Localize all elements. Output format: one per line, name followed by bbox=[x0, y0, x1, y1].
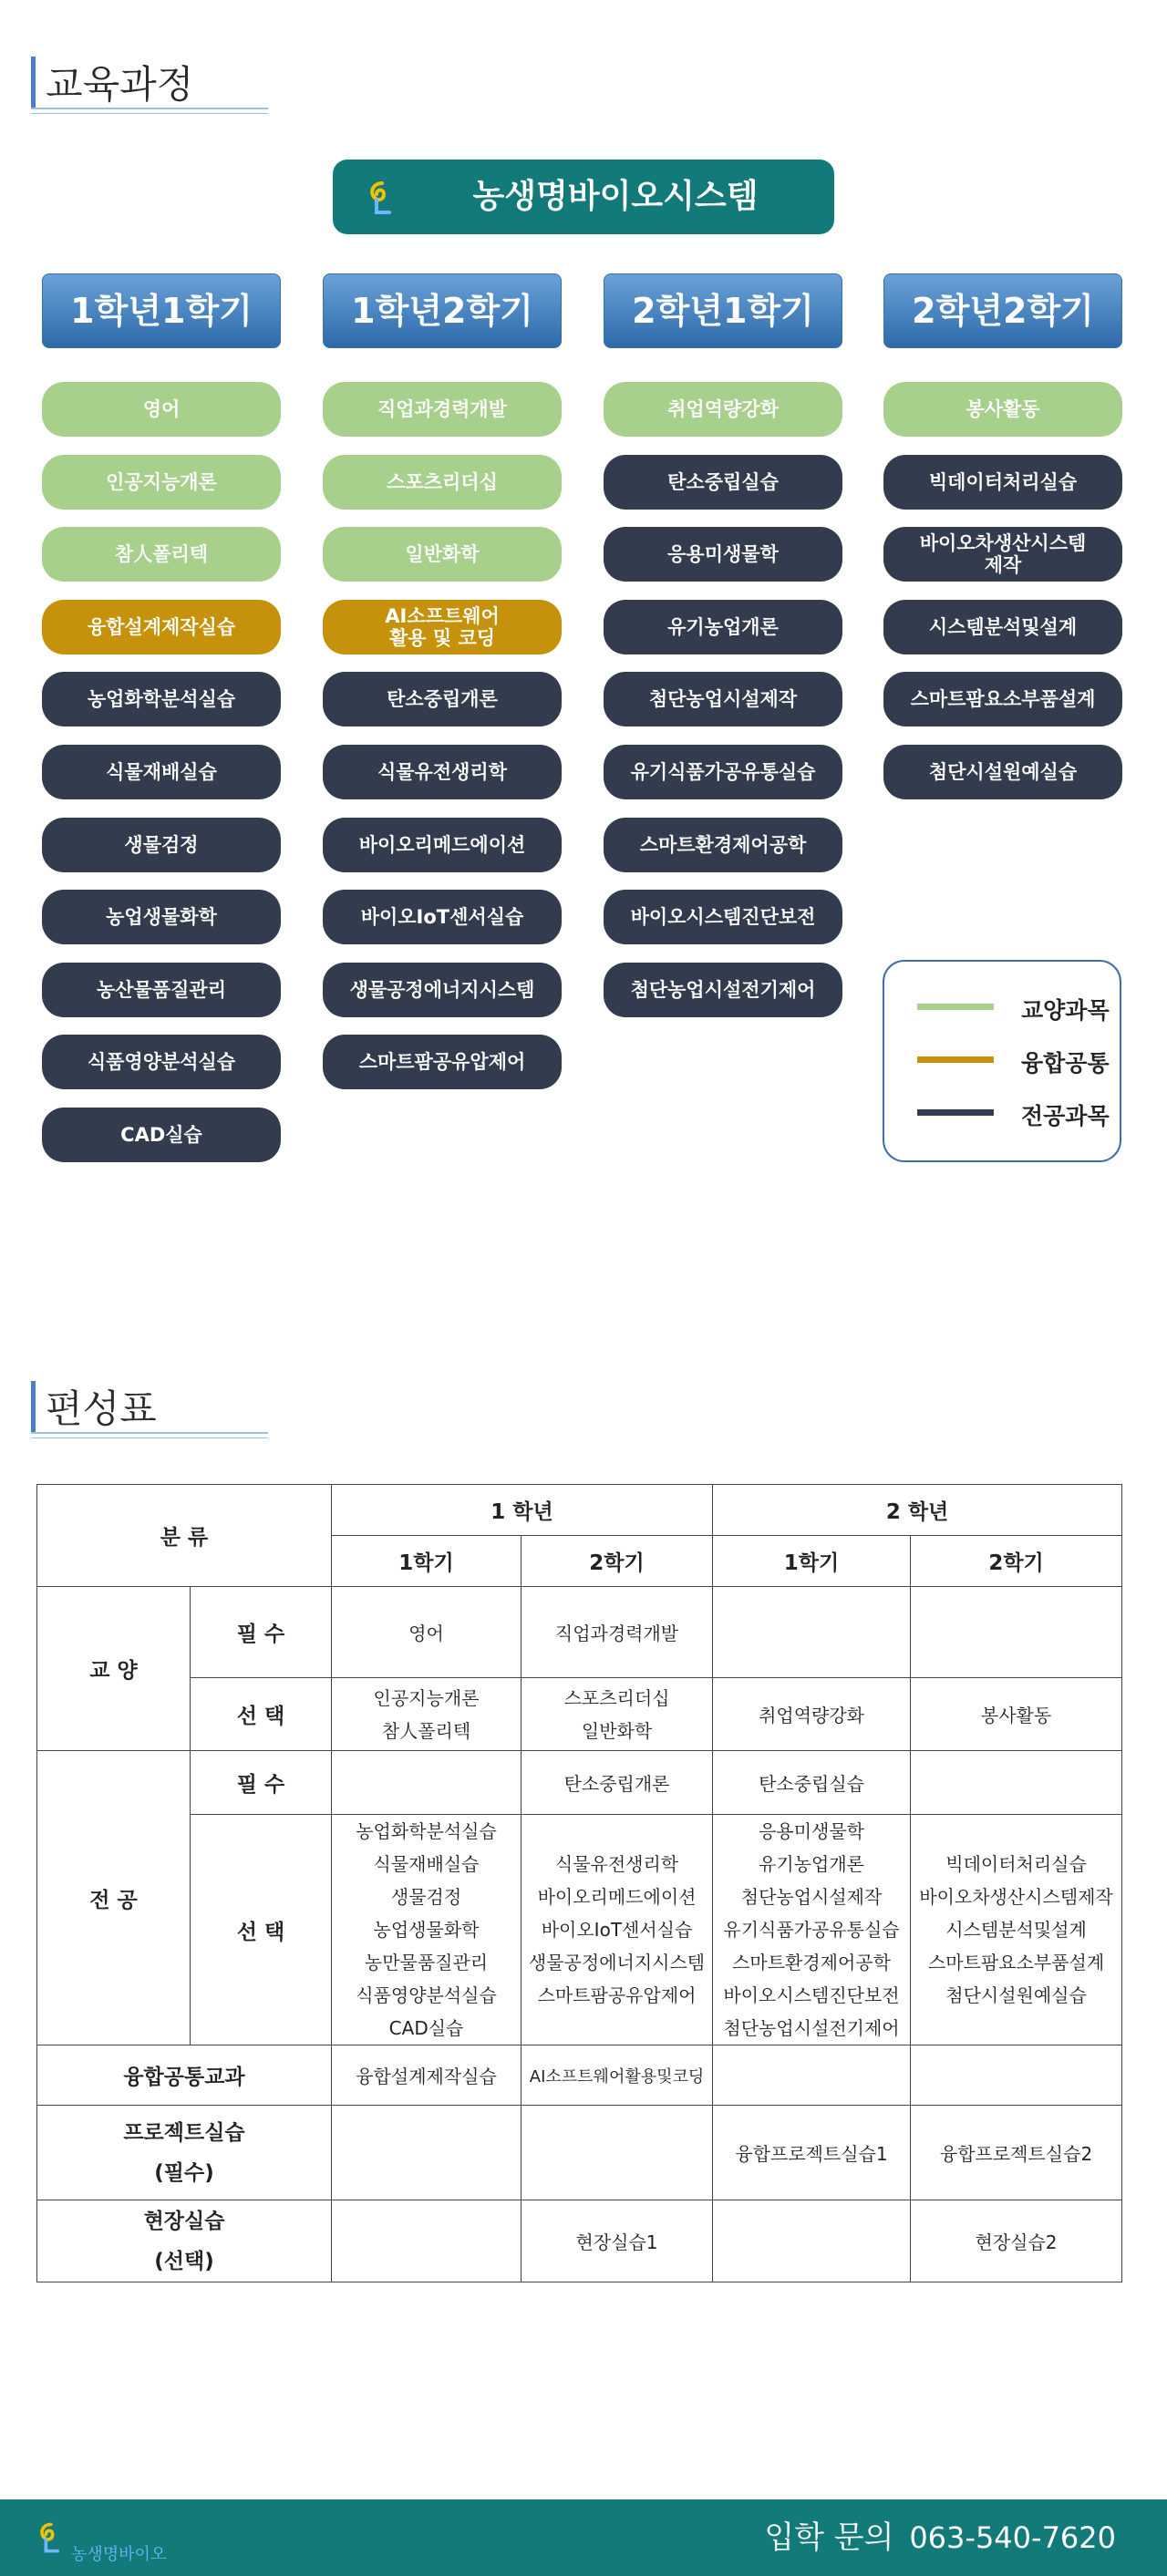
table-cell bbox=[522, 1815, 713, 2045]
curriculum-plan-table bbox=[36, 1484, 1122, 2282]
cell-line: 생물공정에너지시스템 bbox=[528, 1952, 706, 1973]
course-pill: 바이오시스템진단보전 bbox=[604, 890, 842, 944]
legend-swatch-fusion bbox=[917, 1056, 994, 1063]
table-cell: 현장실습2 bbox=[911, 2200, 1122, 2282]
course-pill: 직업과경력개발 bbox=[323, 382, 562, 437]
course-pill: CAD실습 bbox=[42, 1108, 281, 1162]
legend-label: 교양과목 bbox=[1021, 997, 1110, 1024]
row-label-line: (선택) bbox=[154, 2249, 214, 2273]
course-pill: 빅데이터처리실습 bbox=[883, 455, 1122, 510]
table-cell bbox=[911, 1815, 1122, 2045]
semester-header: 1학기 bbox=[332, 1536, 522, 1587]
title-underline bbox=[31, 108, 268, 109]
cell-line: 스포츠리더십 bbox=[563, 1686, 670, 1709]
course-pill: 탄소중립개론 bbox=[323, 672, 562, 726]
contact-label: 입학 문의 bbox=[764, 2519, 894, 2556]
table-cell bbox=[332, 1815, 522, 2045]
table-cell: 융합설계제작실습 bbox=[332, 2045, 522, 2106]
table-cell: 취업역량강화 bbox=[713, 1678, 911, 1751]
cell-line: 시스템분석및설계 bbox=[945, 1919, 1087, 1941]
row-group-label: 융합공통교과 bbox=[37, 2045, 332, 2106]
cell-line: 식물유전생리학 bbox=[554, 1853, 679, 1875]
table-row bbox=[37, 2200, 1122, 2282]
table-cell bbox=[522, 1678, 713, 1751]
cell-line: 일반화학 bbox=[581, 1719, 653, 1742]
table-header-row bbox=[37, 1485, 1122, 1536]
row-group-label bbox=[37, 2106, 332, 2200]
course-pill: 식물재배실습 bbox=[42, 745, 281, 799]
semester-header: 1학기 bbox=[713, 1536, 911, 1587]
table-row bbox=[37, 2045, 1122, 2106]
cell-line: 인공지능개론 bbox=[373, 1686, 480, 1709]
table-cell bbox=[911, 2045, 1122, 2106]
legend-label: 융합공통 bbox=[1021, 1050, 1110, 1077]
cell-line: 농업화학분석실습 bbox=[356, 1820, 497, 1842]
cell-line: 바이오IoT센서실습 bbox=[541, 1919, 693, 1941]
cell-line: 유기식품가공유통실습 bbox=[723, 1919, 900, 1941]
table-cell: 융합프로젝트실습2 bbox=[911, 2106, 1122, 2200]
table-cell: 현장실습1 bbox=[522, 2200, 713, 2282]
cell-line: 농만물품질관리 bbox=[364, 1952, 489, 1973]
semester-header: 2학기 bbox=[911, 1536, 1122, 1587]
cell-line: 첨단시설원예실습 bbox=[945, 1984, 1087, 2006]
table-row bbox=[37, 1751, 1122, 1815]
table-cell: 봉사활동 bbox=[911, 1678, 1122, 1751]
course-pill: 영어 bbox=[42, 382, 281, 437]
course-pill: 첨단시설원예실습 bbox=[883, 745, 1122, 799]
footer-dept-name: 농생명바이오 bbox=[71, 2545, 167, 2564]
legend-label: 전공과목 bbox=[1021, 1103, 1110, 1129]
course-pill: 탄소중립실습 bbox=[604, 455, 842, 510]
department-name: 농생명바이오시스템 bbox=[472, 178, 759, 215]
table-row bbox=[37, 2106, 1122, 2200]
year-header: 1 학년 bbox=[332, 1485, 713, 1536]
row-group-label: 교 양 bbox=[37, 1587, 191, 1751]
table-cell bbox=[522, 2106, 713, 2200]
row-label-line: 프로젝트실습 bbox=[123, 2120, 245, 2145]
course-pill: 스마트환경제어공학 bbox=[604, 818, 842, 872]
cell-line: 바이오리메드에이션 bbox=[537, 1886, 697, 1908]
college-logo-icon bbox=[31, 2518, 67, 2558]
year-header: 2 학년 bbox=[713, 1485, 1122, 1536]
table-cell bbox=[911, 1751, 1122, 1815]
course-pill: 생물검정 bbox=[42, 818, 281, 872]
table-row bbox=[37, 1587, 1122, 1678]
legend-item bbox=[884, 1040, 1123, 1077]
table-cell bbox=[713, 2200, 911, 2282]
category-header: 분 류 bbox=[37, 1485, 332, 1587]
legend-item bbox=[884, 987, 1123, 1024]
cell-line: 응용미생물학 bbox=[759, 1820, 864, 1842]
cell-line: 스마트환경제어공학 bbox=[732, 1952, 891, 1973]
row-sub-label: 필 수 bbox=[191, 1751, 332, 1815]
legend-swatch-major bbox=[917, 1109, 994, 1116]
table-cell bbox=[332, 1751, 522, 1815]
table-cell bbox=[332, 2200, 522, 2282]
table-cell: 탄소중립개론 bbox=[522, 1751, 713, 1815]
row-label-line: 현장실습 bbox=[143, 2209, 225, 2233]
cell-line: 스마트팜요소부품설계 bbox=[927, 1952, 1105, 1973]
table-cell bbox=[332, 2106, 522, 2200]
course-pill: 융합설계제작실습 bbox=[42, 600, 281, 654]
table-cell: AI소프트웨어활용및코딩 bbox=[522, 2045, 713, 2106]
course-pill: 농업화학분석실습 bbox=[42, 672, 281, 726]
cell-line: 바이오차생산시스템제작 bbox=[919, 1886, 1113, 1908]
contact-phone[interactable]: 063-540-7620 bbox=[909, 2520, 1116, 2555]
row-group-label: 전 공 bbox=[37, 1751, 191, 2045]
table-cell bbox=[713, 1815, 911, 2045]
table-cell bbox=[332, 1678, 522, 1751]
footer-bar bbox=[0, 2499, 1167, 2576]
row-sub-label: 선 택 bbox=[191, 1678, 332, 1751]
legend-swatch-general bbox=[917, 1004, 994, 1010]
course-pill: 취업역량강화 bbox=[604, 382, 842, 437]
table-row bbox=[37, 1815, 1122, 2045]
cell-line: 식품영양분석실습 bbox=[356, 1984, 497, 2006]
table-cell: 직업과경력개발 bbox=[522, 1587, 713, 1678]
course-pill: 스마트팜공유압제어 bbox=[323, 1035, 562, 1089]
course-pill: 바이오차생산시스템 제작 bbox=[883, 527, 1122, 582]
cell-line: 유기농업개론 bbox=[759, 1853, 864, 1875]
course-pill: 유기농업개론 bbox=[604, 600, 842, 654]
semester-header-1: 1학년1학기 bbox=[42, 273, 281, 348]
course-pill: 일반화학 bbox=[323, 527, 562, 582]
course-type-legend bbox=[883, 960, 1121, 1162]
admission-contact bbox=[764, 2499, 1116, 2576]
course-pill: 시스템분석및설계 bbox=[883, 600, 1122, 654]
semester-header-4: 2학년2학기 bbox=[883, 273, 1122, 348]
course-pill: 농산물품질관리 bbox=[42, 963, 281, 1017]
course-pill: 바이오IoT센서실습 bbox=[323, 890, 562, 944]
course-pill: 참人폴리텍 bbox=[42, 527, 281, 582]
cell-line: 빅데이터처리실습 bbox=[945, 1853, 1087, 1875]
semester-header-2: 1학년2학기 bbox=[323, 273, 562, 348]
course-pill: 식물유전생리학 bbox=[323, 745, 562, 799]
curriculum-title: 교육과정 bbox=[46, 62, 194, 107]
table-cell bbox=[911, 1587, 1122, 1678]
course-pill: 응용미생물학 bbox=[604, 527, 842, 582]
department-badge bbox=[333, 160, 834, 234]
course-pill: 농업생물화학 bbox=[42, 890, 281, 944]
college-logo-icon bbox=[360, 178, 400, 218]
course-pill: 스마트팜요소부품설계 bbox=[883, 672, 1122, 726]
title-accent-bar bbox=[31, 57, 36, 108]
course-pill: 스포츠리더십 bbox=[323, 455, 562, 510]
cell-line: 생물검정 bbox=[390, 1886, 462, 1908]
row-group-label bbox=[37, 2200, 332, 2282]
table-row bbox=[37, 1678, 1122, 1751]
course-pill: 생물공정에너지시스템 bbox=[323, 963, 562, 1017]
cell-line: 농업생물화학 bbox=[373, 1919, 480, 1941]
table-cell: 탄소중립실습 bbox=[713, 1751, 911, 1815]
cell-line: 스마트팜공유압제어 bbox=[537, 1984, 697, 2006]
row-sub-label: 선 택 bbox=[191, 1815, 332, 2045]
cell-line: 참人폴리텍 bbox=[381, 1719, 471, 1742]
legend-item bbox=[884, 1093, 1123, 1129]
course-pill: 첨단농업시설제작 bbox=[604, 672, 842, 726]
semester-header: 2학기 bbox=[522, 1536, 713, 1587]
course-pill: 식품영양분석실습 bbox=[42, 1035, 281, 1089]
table-cell: 영어 bbox=[332, 1587, 522, 1678]
course-pill: 인공지능개론 bbox=[42, 455, 281, 510]
title-underline bbox=[31, 1432, 268, 1434]
title-accent-bar bbox=[31, 1381, 36, 1432]
course-pill: 봉사활동 bbox=[883, 382, 1122, 437]
semester-header-3: 2학년1학기 bbox=[604, 273, 842, 348]
table-cell bbox=[713, 1587, 911, 1678]
row-sub-label: 필 수 bbox=[191, 1587, 332, 1678]
cell-line: CAD실습 bbox=[388, 2017, 464, 2039]
cell-line: 첨단농업시설전기제어 bbox=[723, 2017, 900, 2039]
course-pill: AI소프트웨어 활용 및 코딩 bbox=[323, 600, 562, 654]
table-cell bbox=[713, 2045, 911, 2106]
title-underline bbox=[31, 113, 268, 114]
course-pill: 유기식품가공유통실습 bbox=[604, 745, 842, 799]
course-pill: 첨단농업시설전기제어 bbox=[604, 963, 842, 1017]
cell-line: 식물재배실습 bbox=[373, 1853, 480, 1875]
title-underline bbox=[31, 1437, 268, 1438]
cell-line: 첨단농업시설제작 bbox=[740, 1886, 883, 1908]
row-label-line: (필수) bbox=[154, 2160, 214, 2185]
table-cell: 융합프로젝트실습1 bbox=[713, 2106, 911, 2200]
plan-title: 편성표 bbox=[46, 1386, 157, 1431]
cell-line: 바이오시스템진단보전 bbox=[723, 1984, 900, 2006]
course-pill: 바이오리메드에이션 bbox=[323, 818, 562, 872]
